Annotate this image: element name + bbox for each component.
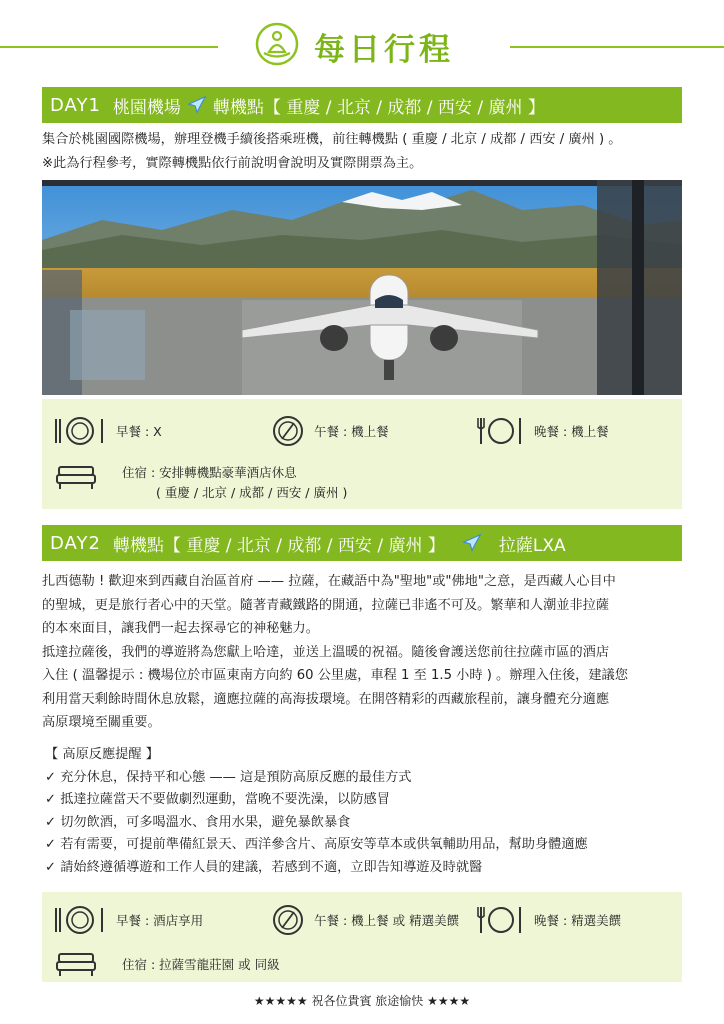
header-divider-left bbox=[0, 46, 218, 48]
day2-desc-line: 的聖城，更是旅行者心中的天堂。隨著青藏鐵路的開通，拉薩已非遙不可及。繁華和人潮並非拉薩 bbox=[42, 597, 610, 613]
day2-breakfast-text: 早餐 : 酒店享用 bbox=[116, 913, 204, 928]
altitude-tips bbox=[45, 744, 685, 879]
day2-dinner-text: 晚餐 : 精選美饌 bbox=[534, 913, 622, 928]
day1-route-from: 桃園機場 bbox=[112, 97, 181, 118]
day2-label: DAY2 bbox=[50, 532, 101, 554]
tip-item: ✓ 切勿飲酒，可多喝溫水、食用水果，避免暴飲暴食 bbox=[45, 814, 351, 830]
day1-hotel-text: 住宿 : 安排轉機點豪華酒店休息 bbox=[122, 465, 297, 480]
day1-lunch bbox=[270, 415, 389, 447]
day1-hotel-cities: ( 重慶 / 北京 / 成都 / 西安 / 廣州 ) bbox=[156, 485, 348, 500]
bed-icon bbox=[56, 463, 96, 491]
day2-route-from: 轉機點【 重慶 / 北京 / 成都 / 西安 / 廣州 】 bbox=[112, 535, 445, 556]
airport-airplane-photo bbox=[42, 180, 682, 395]
tip-item: ✓ 若有需要，可提前準備紅景天、西洋參含片、高原安等草本或供氧輔助用品，幫助身體適應 bbox=[45, 837, 588, 852]
day2-desc-line: 高原環境至關重要。 bbox=[42, 715, 161, 730]
page-header bbox=[0, 20, 724, 70]
day1-meals-box bbox=[42, 399, 682, 509]
day2-desc-line: 扎西德勒 ! 歡迎來到西藏自治區首府 —— 拉薩，在藏語中為"聖地"或"佛地"之意，是西藏人心目中 bbox=[42, 574, 616, 589]
footer-greeting: ★★★★★ 祝各位貴賓 旅途愉快 ★★★★ bbox=[253, 994, 471, 1008]
day2-desc-line: 利用當天剩餘時間休息放鬆，適應拉薩的高海拔環境。在開啓精彩的西藏旅程前，讓身體充分適應 bbox=[42, 691, 610, 707]
day1-desc-line: 集合於桃園國際機場，辦理登機手續後搭乘班機，前往轉機點 ( 重慶 / 北京 / 成都 / 西安 / 廣州 ) 。 bbox=[42, 132, 622, 147]
day2-meals-box bbox=[42, 892, 682, 982]
day1-dinner bbox=[476, 415, 609, 447]
dinner-cutlery-icon bbox=[476, 415, 526, 447]
airplane-icon bbox=[459, 532, 485, 554]
day2-hotel bbox=[56, 950, 280, 978]
breakfast-plate-icon bbox=[52, 415, 108, 447]
day2-route-to: 拉薩LXA bbox=[498, 535, 566, 556]
day1-label: DAY1 bbox=[50, 94, 101, 116]
tip-item: ✓ 充分休息，保持平和心態 —— 這是預防高原反應的最佳方式 bbox=[45, 769, 412, 785]
day2-lunch bbox=[270, 904, 459, 936]
tip-item: ✓ 請始終遵循導遊和工作人員的建議，若感到不適，立即告知導遊及時就醫 bbox=[45, 859, 483, 875]
tip-item: ✓ 抵達拉薩當天不要做劇烈運動，當晚不要洗澡，以防感冒 bbox=[45, 792, 390, 807]
day1-breakfast-text: 早餐 : X bbox=[116, 424, 162, 439]
day1-header bbox=[42, 87, 682, 123]
tips-title: 【 高原反應提醒 】 bbox=[45, 747, 159, 762]
dinner-cutlery-icon bbox=[476, 904, 526, 936]
day2-desc-line: 入住 ( 溫馨提示 : 機場位於市區東南方向約 60 公里處，車程 1 至 1.5 小時 ) 。辦理入住後，建議您 bbox=[42, 668, 628, 683]
day2-dinner bbox=[476, 904, 621, 936]
lotus-buddha-icon bbox=[255, 22, 299, 66]
lunch-plate-icon bbox=[270, 415, 306, 447]
day1-hotel bbox=[56, 463, 347, 503]
day2-desc-line: 抵達拉薩後，我們的導遊將為您獻上哈達，並送上溫暖的祝福。隨後會護送您前往拉薩市區的酒店 bbox=[42, 644, 610, 660]
day1-description bbox=[42, 128, 687, 175]
day2-hotel-text: 住宿 : 拉薩雪龍莊園 或 同級 bbox=[122, 957, 280, 972]
day2-description bbox=[42, 570, 687, 735]
day1-dinner-text: 晚餐 : 機上餐 bbox=[534, 424, 609, 439]
lunch-plate-icon bbox=[270, 904, 306, 936]
header-divider-right bbox=[510, 46, 724, 48]
bed-icon bbox=[56, 950, 96, 978]
day2-lunch-text: 午餐 : 機上餐 或 精選美饌 bbox=[314, 913, 460, 928]
breakfast-plate-icon bbox=[52, 904, 108, 936]
page-title: 每日行程 bbox=[314, 32, 454, 68]
day2-header bbox=[42, 525, 682, 561]
day1-desc-line: ※此為行程參考，實際轉機點依行前說明會說明及實際開票為主。 bbox=[42, 155, 423, 171]
airplane-icon bbox=[185, 94, 209, 116]
day2-breakfast bbox=[52, 904, 203, 936]
day1-lunch-text: 午餐 : 機上餐 bbox=[314, 424, 389, 439]
day1-route-to: 轉機點【 重慶 / 北京 / 成都 / 西安 / 廣州 】 bbox=[212, 97, 545, 118]
day2-desc-line: 的本來面目，讓我們一起去探尋它的神秘魅力。 bbox=[42, 621, 319, 636]
day1-breakfast bbox=[52, 415, 162, 447]
